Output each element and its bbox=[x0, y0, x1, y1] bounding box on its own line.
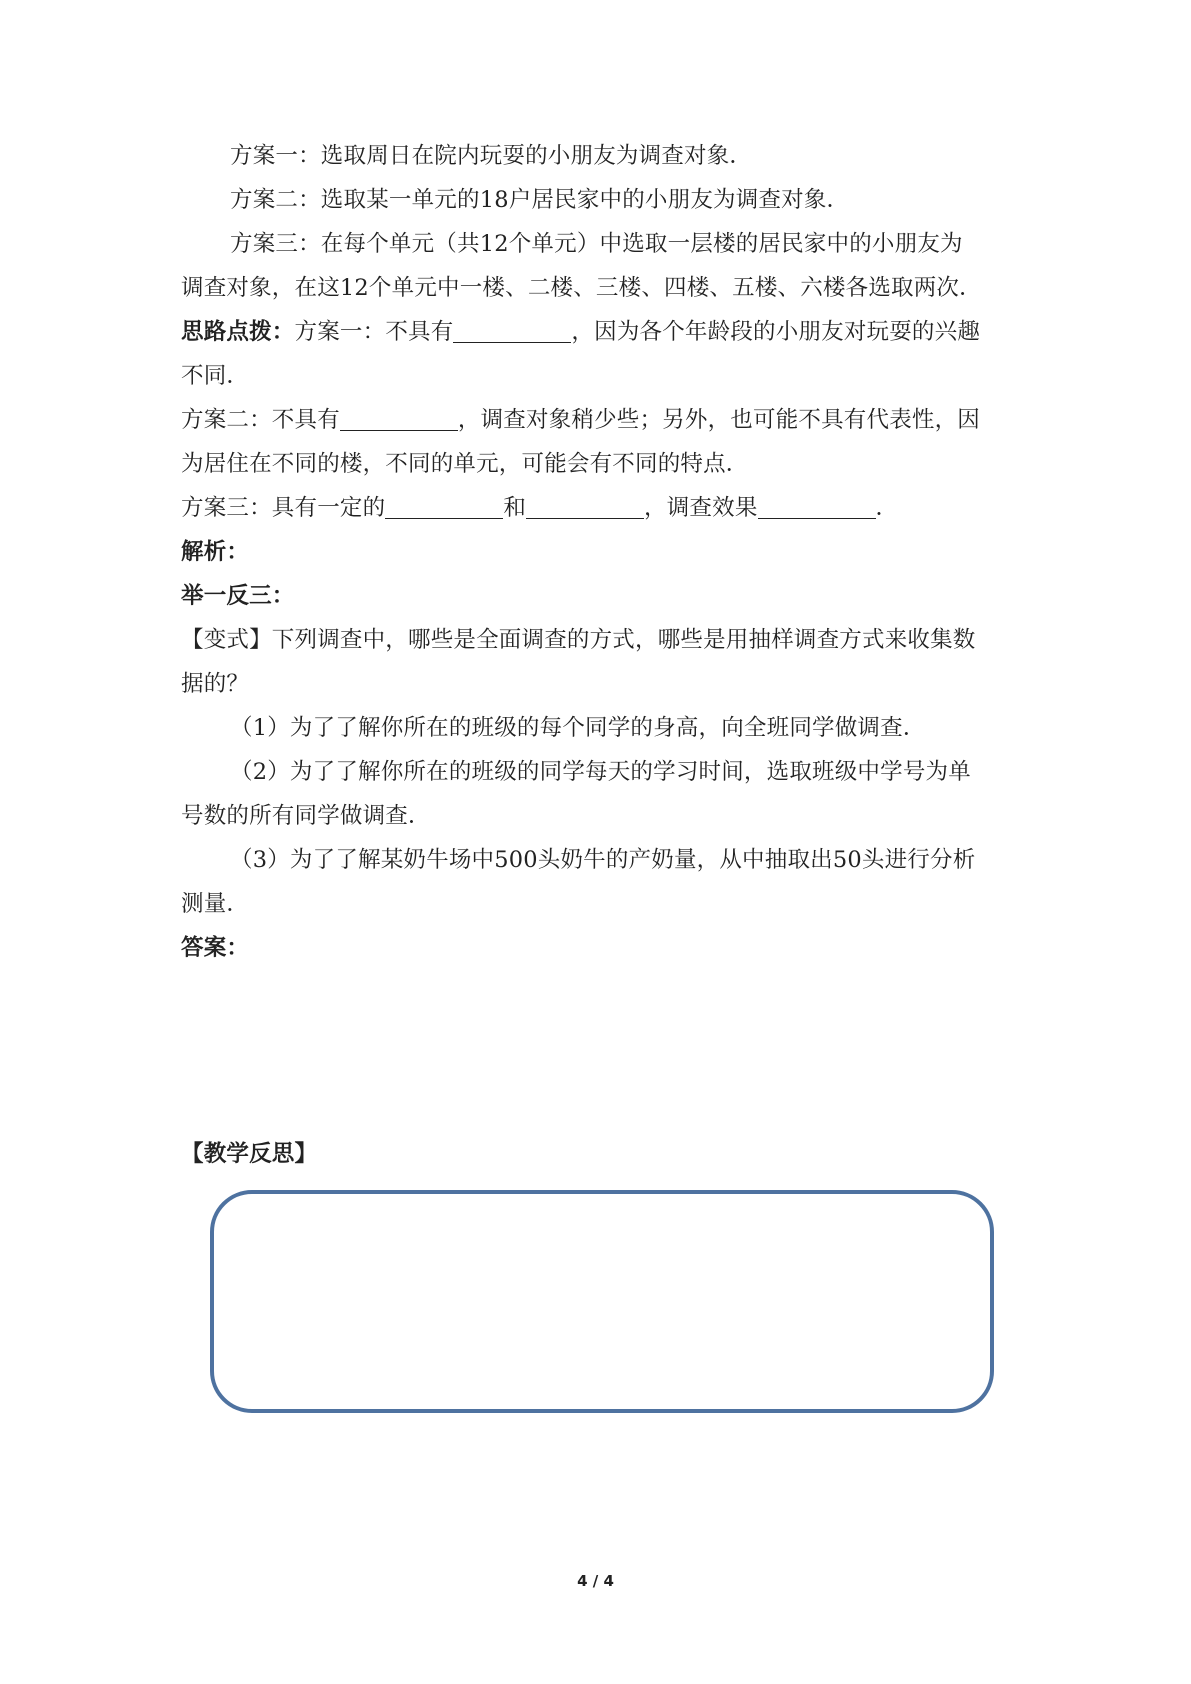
hint-plan-one-suffix: ，因为各个年龄段的小朋友对玩耍的兴趣 bbox=[571, 319, 981, 345]
hint-plan-three-prefix: 方案三：具有一定的 bbox=[181, 495, 386, 521]
plan-one-text: 方案一：选取周日在院内玩耍的小朋友为调查对象． bbox=[230, 143, 753, 169]
question-3-line1: （3）为了了解某奶牛场中500头奶牛的产奶量，从中抽取出50头进行分析 bbox=[230, 847, 976, 873]
teaching-reflection-heading: 【教学反思】 bbox=[181, 1141, 318, 1167]
fill-blank[interactable] bbox=[340, 408, 458, 431]
fill-blank[interactable] bbox=[385, 496, 503, 519]
analysis-label: 解析： bbox=[181, 539, 250, 565]
fill-blank[interactable] bbox=[453, 320, 571, 343]
practice-label: 举一反三： bbox=[181, 583, 295, 609]
question-1: （1）为了了解你所在的班级的每个同学的身高，向全班同学做调查． bbox=[230, 715, 926, 741]
hint-plan-three-effect: ，调查效果 bbox=[644, 495, 758, 521]
question-2-line2: 号数的所有同学做调查． bbox=[181, 803, 431, 829]
plan-three-text-line2: 调查对象，在这12个单元中一楼、二楼、三楼、四楼、五楼、六楼各选取两次． bbox=[181, 275, 982, 301]
reflection-box[interactable] bbox=[210, 1190, 994, 1413]
plan-three-text-line1: 方案三：在每个单元（共12个单元）中选取一层楼的居民家中的小朋友为 bbox=[230, 231, 963, 257]
question-2-line1: （2）为了了解你所在的班级的同学每天的学习时间，选取班级中学号为单 bbox=[230, 759, 971, 785]
hint-plan-one-prefix: 方案一：不具有 bbox=[294, 319, 454, 345]
plan-two-text: 方案二：选取某一单元的18户居民家中的小朋友为调查对象． bbox=[230, 187, 850, 213]
hint-line-3 bbox=[181, 405, 1021, 435]
answer-label: 答案： bbox=[181, 935, 250, 961]
hint-line-1 bbox=[181, 317, 1021, 347]
hint-line-2: 不同． bbox=[181, 363, 250, 389]
hint-line-5 bbox=[181, 493, 1021, 523]
question-3-line2: 测量． bbox=[181, 891, 250, 917]
page-number: 4 / 4 bbox=[577, 1572, 614, 1590]
hint-label: 思路点拨： bbox=[181, 319, 295, 345]
fill-blank[interactable] bbox=[758, 496, 876, 519]
fill-blank[interactable] bbox=[526, 496, 644, 519]
hint-plan-two-suffix: ，调查对象稍少些；另外，也可能不具有代表性，因 bbox=[457, 407, 981, 433]
hint-plan-three-and: 和 bbox=[503, 495, 527, 521]
hint-line-4: 为居住在不同的楼，不同的单元，可能会有不同的特点． bbox=[181, 451, 749, 477]
variant-text-line1: 【变式】下列调查中，哪些是全面调查的方式，哪些是用抽样调查方式来收集数 bbox=[181, 627, 976, 653]
variant-text-line2: 据的？ bbox=[181, 671, 250, 697]
hint-plan-two-prefix: 方案二：不具有 bbox=[181, 407, 340, 433]
hint-plan-three-end: ． bbox=[875, 495, 899, 521]
